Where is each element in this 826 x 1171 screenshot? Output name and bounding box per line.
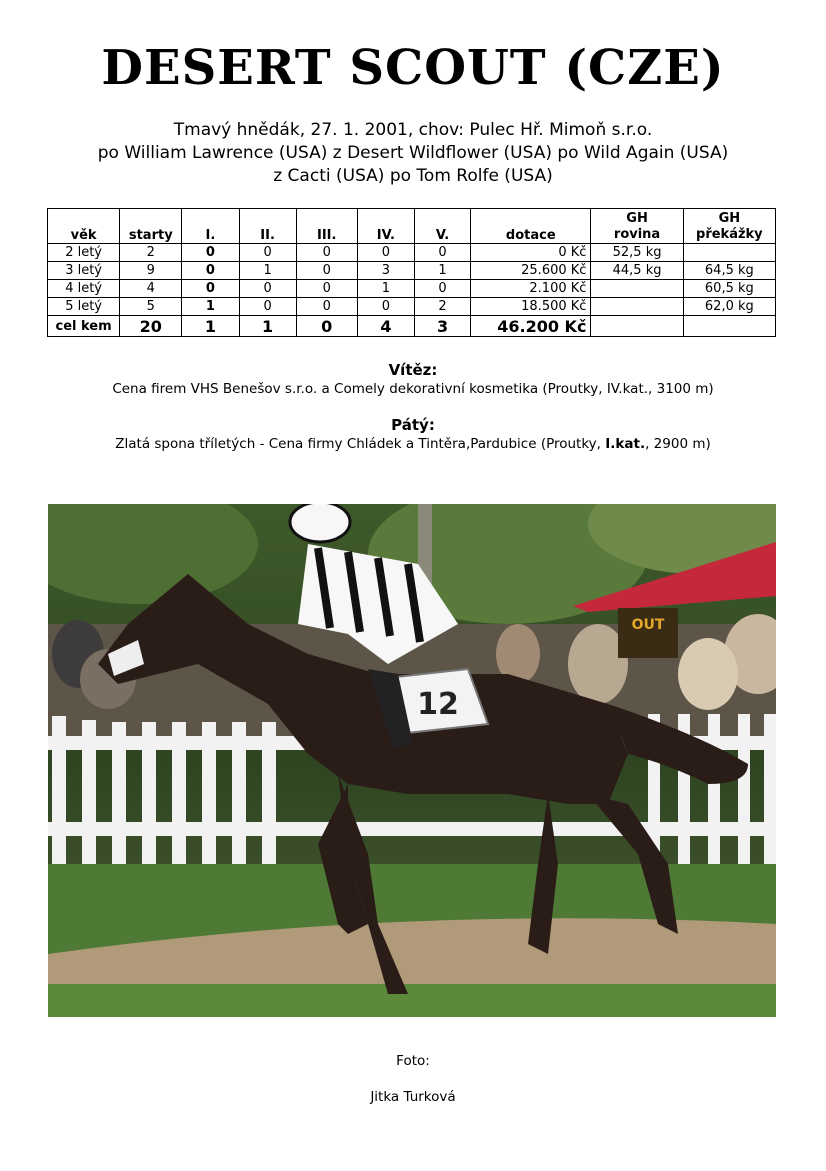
- winner-race: Cena firem VHS Benešov s.r.o. a Comely dekorativní kosmetika (Proutky, IV.kat., 3100 m): [112, 381, 714, 397]
- cell-age: 2 letý: [48, 244, 120, 262]
- cell-starts: 9: [120, 262, 182, 280]
- cell-age: 3 letý: [48, 262, 120, 280]
- cell-p3: 0: [296, 298, 357, 316]
- banner-text: OUT: [631, 617, 665, 633]
- horse-race-illustration: [48, 504, 776, 1017]
- cell-gh-jump: 60,5 kg: [683, 280, 775, 298]
- total-p4: 4: [357, 316, 414, 337]
- cell-p3: 0: [296, 262, 357, 280]
- table-row: [48, 280, 776, 298]
- cell-p5: 1: [414, 262, 470, 280]
- cell-gh-jump: 64,5 kg: [683, 262, 775, 280]
- cell-gh-flat: 52,5 kg: [591, 244, 683, 262]
- cell-prize: 2.100 Kč: [471, 280, 591, 298]
- col-header-starts: starty: [120, 209, 182, 244]
- col-header-gh-flat: GH rovina: [591, 209, 683, 244]
- cell-starts: 5: [120, 298, 182, 316]
- cell-p4: 0: [357, 244, 414, 262]
- cell-age: 5 letý: [48, 298, 120, 316]
- table-header-row: [48, 209, 776, 244]
- total-gh-jump: [683, 316, 775, 337]
- col-header-gh-jump: GH překážky: [683, 209, 775, 244]
- cell-p5: 0: [414, 244, 470, 262]
- total-p2: 1: [239, 316, 296, 337]
- total-p1: 1: [182, 316, 239, 337]
- total-starts: 20: [120, 316, 182, 337]
- photo-caption-label: Foto:: [396, 1053, 430, 1069]
- table-row: [48, 262, 776, 280]
- cell-p2: 0: [239, 280, 296, 298]
- horse-color-birth-breeder: Tmavý hnědák, 27. 1. 2001, chov: Pulec Hř. Mimoň s.r.o.: [173, 120, 653, 140]
- fifth-race-name: Zlatá spona tříletých - Cena firmy Chládek a Tintěra,Pardubice (Proutky,: [115, 436, 606, 452]
- total-gh-flat: [591, 316, 683, 337]
- cell-p1: 0: [182, 280, 239, 298]
- col-header-second: II.: [239, 209, 296, 244]
- cell-prize: 25.600 Kč: [471, 262, 591, 280]
- cell-age: 4 letý: [48, 280, 120, 298]
- cell-p5: 0: [414, 280, 470, 298]
- winner-section: [0, 361, 826, 397]
- cell-p5: 2: [414, 298, 470, 316]
- cell-p1: 0: [182, 244, 239, 262]
- fifth-race-category: I.kat.: [605, 436, 646, 452]
- fifth-race-distance: , 2900 m): [645, 436, 711, 452]
- cell-p4: 1: [357, 280, 414, 298]
- col-header-third: III.: [296, 209, 357, 244]
- table-total-row: [48, 316, 776, 337]
- total-prize: 46.200 Kč: [471, 316, 591, 337]
- winner-heading: Vítěz:: [388, 361, 438, 379]
- cell-gh-flat: 44,5 kg: [591, 262, 683, 280]
- pedigree-line-1: po William Lawrence (USA) z Desert Wildflower (USA) po Wild Again (USA): [97, 143, 729, 163]
- col-header-age: věk: [48, 209, 120, 244]
- fifth-section: [0, 416, 826, 452]
- cell-p3: 0: [296, 244, 357, 262]
- race-statistics-table: [47, 208, 776, 337]
- fifth-race: [0, 436, 826, 452]
- cell-gh-jump: 62,0 kg: [683, 298, 775, 316]
- cell-p4: 0: [357, 298, 414, 316]
- table-row: [48, 298, 776, 316]
- cell-p4: 3: [357, 262, 414, 280]
- cell-p2: 0: [239, 244, 296, 262]
- total-age: cel kem: [48, 316, 120, 337]
- cell-p1: 1: [182, 298, 239, 316]
- col-header-first: I.: [182, 209, 239, 244]
- cell-gh-flat: [591, 280, 683, 298]
- fifth-heading: Pátý:: [391, 416, 435, 434]
- table-row: [48, 244, 776, 262]
- total-p3: 0: [296, 316, 357, 337]
- total-p5: 3: [414, 316, 470, 337]
- cell-p2: 1: [239, 262, 296, 280]
- col-header-fourth: IV.: [357, 209, 414, 244]
- pedigree-line-2: z Cacti (USA) po Tom Rolfe (USA): [273, 166, 553, 186]
- cell-prize: 18.500 Kč: [471, 298, 591, 316]
- photo-author: Jitka Turková: [370, 1089, 456, 1105]
- cell-gh-jump: [683, 244, 775, 262]
- cell-p3: 0: [296, 280, 357, 298]
- cell-p1: 0: [182, 262, 239, 280]
- cell-starts: 2: [120, 244, 182, 262]
- cell-prize: 0 Kč: [471, 244, 591, 262]
- saddle-number: 12: [417, 687, 459, 722]
- cell-p2: 0: [239, 298, 296, 316]
- cell-gh-flat: [591, 298, 683, 316]
- horse-photo: [48, 504, 776, 1017]
- cell-starts: 4: [120, 280, 182, 298]
- horse-name-title: DESERT SCOUT (CZE): [101, 40, 725, 96]
- col-header-fifth: V.: [414, 209, 470, 244]
- col-header-prize: dotace: [471, 209, 591, 244]
